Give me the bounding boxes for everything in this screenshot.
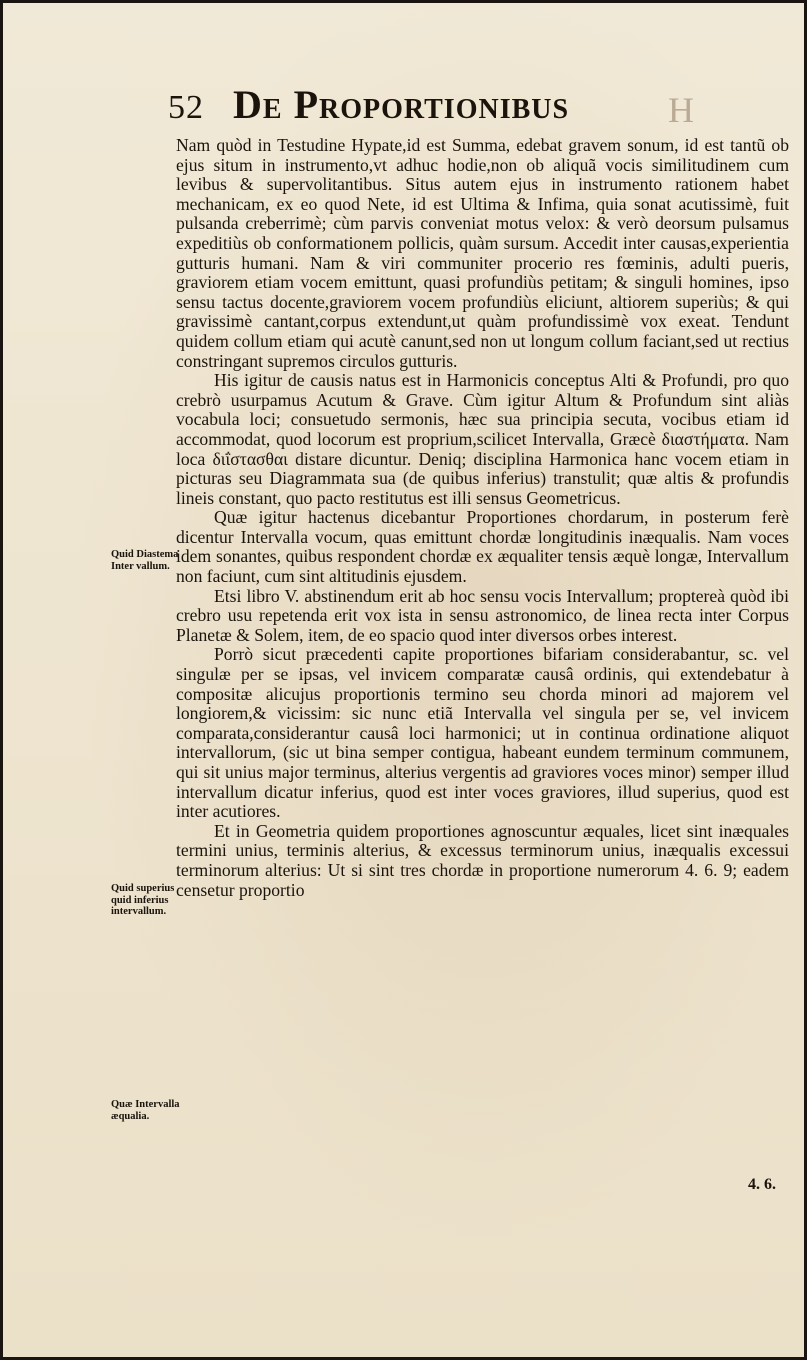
paragraph: Quæ igitur hactenus dicebantur Proportiones chordarum, in posterum ferè dicentur Intervalla vocum, quas emittunt chordæ longitudinis inæqualis. Nam voces idem sonantes, quibus respondent chordæ ex æqualiter tensis æquè longæ, Intervallum non faciunt, cum sint altitudinis ejusdem.: [176, 507, 789, 587]
margin-note: Quæ Intervalla æqualia.: [111, 1099, 180, 1122]
margin-note: Quid Diastema Inter vallum.: [111, 549, 179, 572]
paragraph: Etsi libro V. abstinendum erit ab hoc sensu vocis Intervallum; proptereà quòd ibi crebro usu repetenda erit vox ista in sensu astronomico, de linea recta inter Corpus Planetæ & Solem, item, de eo spacio quod inter diversos orbes interest.: [176, 585, 789, 645]
running-title: De Proportionibus: [233, 82, 570, 127]
page-header: [168, 81, 728, 133]
catchword: 4. 6.: [748, 1176, 776, 1193]
margin-note: Quid superius quid inferius intervallum.: [111, 883, 175, 917]
body-text: [176, 136, 789, 900]
paragraph: Nam quòd in Testudine Hypate,id est Summa, edebat gravem sonum, id est tantũ ob ejus situm in instrumento,vt adhuc hodie,non ob aliquã vocis similitudinem cum levibus & supervolitantibus. Situs autem ejus in instrumento rationem habet mechanicam, ex eo quod Nete, id est Ultima & Infima, quia sonat acutissimè, fuit pulsanda creberrimè; cùm parvis conveniat motus velox: & verò deorsum pulsamus expeditiùs ob conformationem pollicis, quàm sursum. Accedit inter causas,experientia gutturis humani. Nam & viri communiter procerio res fœminis, adulti pueris, graviorem etiam vocem emittunt, quasi profundiùs petitam; & singuli homines, ipso sensu tactus docente,graviorem vocem profundiùs eliciunt, altiorem superiùs; & qui gravissimè cantant,corpus extendunt,ut quàm profundissimè vox exeat. Tendunt quidem collum etiam qui acutè canunt,sed non ut longum collum faciant,sed ut rectius constringant supremos circulos gutturis.: [176, 135, 789, 371]
page-number: 52: [168, 89, 204, 126]
bleed-through-letter: H: [668, 90, 694, 130]
paragraph: Porrò sicut præcedenti capite proportiones bifariam considerabantur, sc. vel singulæ per se ipsas, vel invicem comparatæ causâ ordinis, qui extendebatur à compositæ alicujus proportionis termino seu chorda minori ad majorem vel longiorem,& vicissim: sic nunc etiã Intervalla vel singula per se, vel invicem comparata,considerantur causâ loci harmonici; ut in continua ordinatione aliquot intervallorum, (sic ut bina semper contigua, habeant eundem terminum communem, qui sit unius major terminus, alterius vergentis ad graviores voces minor) semper illud intervallum dicatur inferius, quod est inter voces graviores, illud superius, quod est inter acutiores.: [176, 644, 789, 822]
paragraph: Et in Geometria quidem proportiones agnoscuntur æquales, licet sint inæquales termini unius, terminis alterius, & excessus terminorum unius, inæqualis excessui terminorum alterius: Ut si sint tres chordæ in proportione numerorum 4. 6. 9; eadem censetur proportio: [176, 820, 789, 900]
paragraph: His igitur de causis natus est in Harmonicis conceptus Alti & Profundi, pro quo crebrò usurpamus Acutum & Grave. Cùm igitur Altum & Profundum sint aliàs vocabula loci; consuetudo sermonis, hæc sua principia secuta, vocibus etiam id accommodat, quod locorum est proprium,scilicet Intervalla, Græcè διαστήματα. Nam loca διΐστασθαι distare dicuntur. Deniq; disciplina Harmonica hanc vocem etiam in picturas seu Diagrammata sua (de quibus inferius) transtulit; quæ altis & profundis lineis constant, quo pacto restitutus est illi sensus Geometricus.: [176, 370, 789, 508]
